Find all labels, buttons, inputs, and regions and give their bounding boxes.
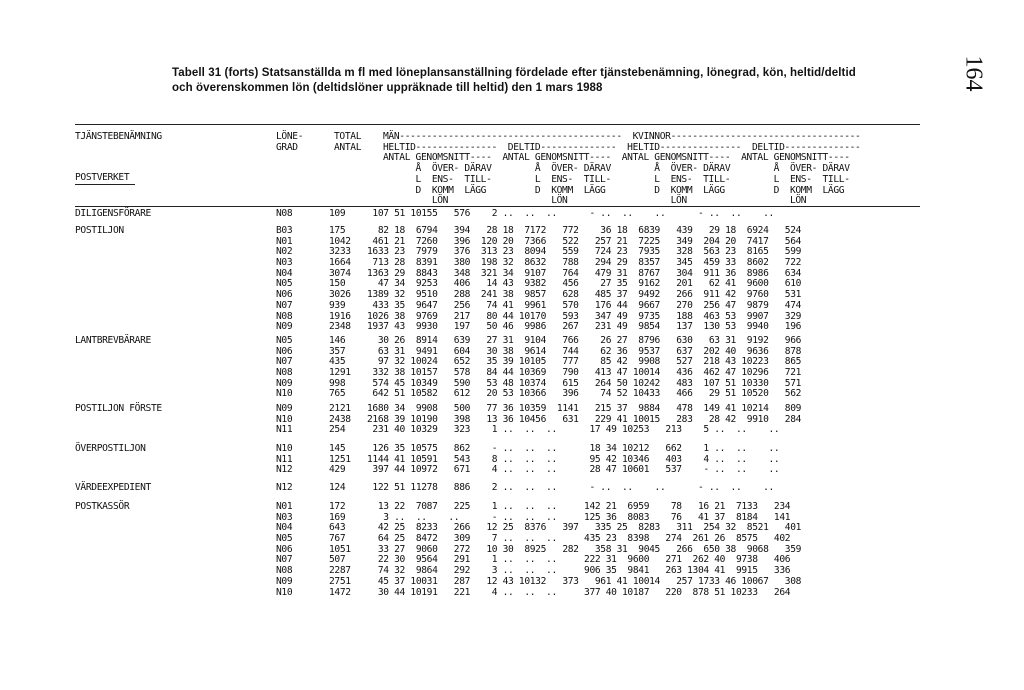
grade-column [276,336,316,400]
table-row: 998 574 45 10349 590 53 48 10374 615 264 50 10242 483 107 51 10330 571 [329,377,802,389]
table-row: 507 22 30 9564 291 1 .. .. .. 222 31 9600 271 262 40 9738 406 [329,554,791,566]
grade-header-line2: GRAD [276,141,298,153]
table-row: 124 122 51 11278 886 2 .. .. .. - .. .. .. - .. .. .. [329,482,774,493]
table-row: 1291 332 38 10157 578 84 44 10369 790 413 47 10014 436 462 47 10296 721 [329,367,802,379]
grade-code: N03 [276,257,293,269]
table-row: 643 42 25 8233 266 12 25 8376 397 335 25 8283 311 254 32 8521 401 [329,522,802,534]
grade-code: N10 [276,443,293,454]
table-row: 435 97 32 10024 652 35 39 10105 777 85 42 9908 527 218 43 10223 865 [329,356,802,368]
group-label: VÄRDEEXPEDIENT [75,482,151,493]
table-row: 2438 2168 39 10190 398 13 36 10456 631 229 41 10015 283 28 42 9910 284 [329,413,802,425]
table-row: 2287 74 32 9864 292 3 .. .. .. 906 35 9841 263 1304 41 9915 336 [329,565,791,577]
grade-column [276,502,316,598]
group-label: DILIGENSFÖRARE [75,208,151,219]
grade-column [276,226,316,333]
data-rows [329,404,969,436]
grade-column [276,444,316,476]
header-sub-row-2: L ENS- TILL- L ENS- TILL- L ENS- TILL- L ENS- TILL- [383,173,850,185]
grade-code: N10 [276,413,293,425]
table-row: 3026 1389 32 9510 288 241 38 9857 628 485 37 9492 266 911 42 9760 531 [329,289,802,301]
table-row: 1251 1144 41 10591 543 8 .. .. .. 95 42 10346 403 4 .. .. .. [329,453,780,465]
agency-title-postverket: POSTVERKET [75,172,130,183]
grade-code: N12 [276,482,293,493]
grade-column [276,209,316,220]
header-sex-row: MÄN----------------------------------------- KVINNOR----------------------------------- [383,131,861,142]
total-header-line2: ANTAL [334,141,362,153]
grade-code: N04 [276,267,293,279]
table-row: 939 433 35 9647 256 74 41 9961 570 176 44 9667 270 256 47 9879 474 [329,299,802,311]
grade-code: N09 [276,321,293,333]
header-sub-row-4: LÖN LÖN LÖN LÖN [383,195,807,207]
total-header-line1: TOTAL [334,131,362,142]
grade-code: N06 [276,345,293,357]
grade-code: N05 [276,278,293,290]
table-row: 146 30 26 8914 639 27 31 9104 766 26 27 8796 630 63 31 9192 966 [329,335,802,346]
table-row: 1472 30 44 10191 221 4 .. .. .. 377 40 10187 220 878 51 10233 264 [329,586,791,598]
table-row: 3074 1363 29 8843 348 321 34 9107 764 479 31 8767 304 911 36 8986 634 [329,267,802,279]
data-rows [329,502,969,598]
header-sub-row-1: Å ÖVER- DÄRAV Å ÖVER- DÄRAV Å ÖVER- DÄRAV Å ÖVER- DÄRAV [383,163,850,175]
header-worktime-row: HELTID--------------- DELTID-------------- HELTID--------------- DELTID-------------- [383,141,861,153]
grade-code: N08 [276,310,293,322]
table-row: 1916 1026 38 9769 217 80 44 10170 593 347 49 9735 188 463 53 9907 329 [329,310,802,322]
table-row: 1664 713 28 8391 380 198 32 8632 788 294 29 8357 345 459 33 8602 722 [329,257,802,269]
grade-code: N10 [276,388,293,400]
group-label: LANTBREVBÄRARE [75,335,151,346]
data-rows [329,336,969,400]
table-row: 169 3 .. .. .. - .. .. .. 125 36 8083 76 41 37 8184 141 [329,511,791,523]
grade-code: N11 [276,424,293,436]
grade-code: N08 [276,565,293,577]
grade-code: N09 [276,377,293,389]
table-row: 2121 1680 34 9908 500 77 36 10359 1141 215 37 9884 478 149 41 10214 809 [329,403,802,414]
data-rows [329,483,969,494]
table-row: 429 397 44 10972 671 4 .. .. .. 28 47 10601 537 - .. .. .. [329,464,780,476]
grade-code: N04 [276,522,293,534]
table-title [172,66,952,96]
group-label: POSTILJON FÖRSTE [75,403,162,414]
grade-code: N09 [276,403,293,414]
grade-code: N02 [276,246,293,258]
grade-code: N01 [276,235,293,247]
title-line-1: Tabell 31 (forts) Statsanställda m fl med löneplansanställning fördelade efter tjänstebenämning, lönegrad, kön, heltid/deltid [172,67,856,79]
table-row: 2348 1937 43 9930 197 50 46 9986 267 231 49 9854 137 130 53 9940 196 [329,321,802,333]
group-label: POSTKASSÖR [75,501,130,512]
table-row: 1051 33 27 9060 272 10 30 8925 282 358 31 9045 266 650 38 9068 359 [329,543,802,555]
table-row: 172 13 22 7087 225 1 .. .. .. 142 21 6959 78 16 21 7133 234 [329,501,791,512]
header-top-rule [75,124,920,125]
grade-code: N07 [276,299,293,311]
table-row: 1042 461 21 7260 396 120 20 7366 522 257 21 7225 349 204 20 7417 564 [329,235,802,247]
grade-code: N06 [276,289,293,301]
grade-code: N11 [276,453,293,465]
table-row: 175 82 18 6794 394 28 18 7172 772 36 18 6839 439 29 18 6924 524 [329,225,802,236]
grade-code: N07 [276,554,293,566]
header-bottom-rule [75,206,920,207]
table-row: 767 64 25 8472 309 7 .. .. .. 435 23 8398 274 261 26 8575 402 [329,533,791,545]
grade-code: N12 [276,464,293,476]
grade-code: N03 [276,511,293,523]
grade-code: N05 [276,533,293,545]
column-title-tjanstebenamning: TJÄNSTEBENÄMNING [75,131,162,142]
table-row: 254 231 40 10329 323 1 .. .. .. 17 49 10253 213 5 .. .. .. [329,424,780,436]
grade-code: N08 [276,367,293,379]
header-sub-row-3: D KOMM LÄGG D KOMM LÄGG D KOMM LÄGG D KOMM LÄGG [383,184,845,196]
title-line-2: och överenskommen lön (deltidslöner uppräknade till heltid) den 1 mars 1988 [172,82,603,94]
grade-column [276,404,316,436]
data-rows [329,444,969,476]
grade-code: N10 [276,586,293,598]
table-row: 2751 45 37 10031 287 12 43 10132 373 961 41 10014 257 1733 46 10067 308 [329,575,802,587]
table-row: 765 642 51 10582 612 20 53 10366 396 74 52 10433 466 29 51 10520 562 [329,388,802,400]
agency-underline [75,184,135,185]
page-number: 164 [960,55,987,92]
table-row: 145 126 35 10575 862 - .. .. .. 18 34 10212 662 1 .. .. .. [329,443,780,454]
table-row: 150 47 34 9253 406 14 43 9382 456 27 35 9162 201 62 41 9600 610 [329,278,802,290]
grade-code: N07 [276,356,293,368]
data-rows [329,209,969,220]
table-row: 357 63 31 9491 604 30 38 9614 744 62 36 9537 637 202 40 9636 878 [329,345,802,357]
grade-header-line1: LÖNE- [276,131,304,142]
grade-code: N01 [276,501,293,512]
grade-code: N08 [276,208,293,219]
grade-code: B03 [276,225,293,236]
grade-column [276,483,316,494]
header-measure-row: ANTAL GENOMSNITT---- ANTAL GENOMSNITT---- ANTAL GENOMSNITT---- ANTAL GENOMSNITT---- [383,152,850,164]
table-row: 109 107 51 10155 576 2 .. .. .. - .. .. .. - .. .. .. [329,208,774,219]
grade-code: N09 [276,575,293,587]
group-label: ÖVERPOSTILJON [75,443,146,454]
table-row: 3233 1633 23 7979 376 313 23 8094 559 724 23 7935 328 563 23 8165 599 [329,246,802,258]
grade-code: N05 [276,335,293,346]
grade-code: N06 [276,543,293,555]
data-rows [329,226,969,333]
group-label: POSTILJON [75,225,124,236]
